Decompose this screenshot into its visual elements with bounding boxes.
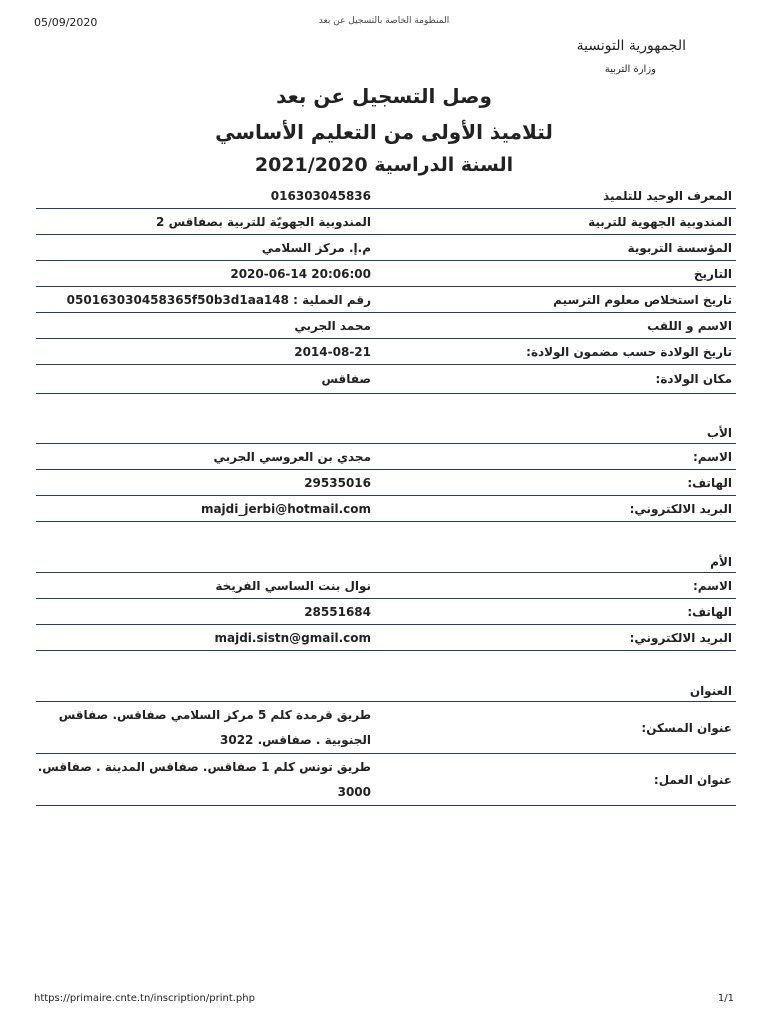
mother-heading: الأم [36, 522, 736, 573]
table-row [36, 625, 736, 651]
date-label: التاريخ [693, 266, 732, 281]
table-row [36, 183, 736, 209]
table-row [36, 365, 736, 394]
table-row [36, 339, 736, 365]
birth-place-value: صفاقس [321, 372, 371, 386]
table-row [36, 573, 736, 599]
ministry-heading: وزارة التربية [604, 64, 656, 75]
regional-office-label: المندوبية الجهوية للتربية [588, 214, 732, 229]
father-name-label: الاسم: [692, 449, 732, 464]
father-email-label: البريد الالكتروني: [629, 501, 732, 516]
work-address-value: طريق تونس كلم 1 صفاقس. صفاقس المدينة . صفاقس. 3000 [37, 759, 371, 799]
date-value: 20:06:00 2020-06-14 [230, 266, 371, 281]
address-heading: العنوان [36, 651, 736, 702]
table-row [36, 444, 736, 470]
father-email-value: majdi_jerbi@hotmail.com [200, 501, 371, 516]
school-label: المؤسسة التربوية [627, 240, 732, 255]
school-value: م.إ. مركز السلامي [261, 240, 371, 255]
page-number: 1/1 [717, 993, 734, 1004]
mother-email-label: البريد الالكتروني: [629, 630, 732, 645]
student-id-label: المعرف الوحيد للتلميذ [603, 188, 732, 203]
mother-phone-value: 28551684 [304, 604, 371, 619]
father-name-value: مجدي بن العروسي الجربي [213, 449, 371, 464]
home-address-value: طريق قرمدة كلم 5 مركز السلامي صفاقس. صفاقس الجنوبية . صفاقس. 3022 [58, 707, 371, 747]
birth-date-label: تاريخ الولادة حسب مضمون الولادة: [526, 344, 732, 359]
transaction-number-value: رقم العملية : 050163030458365f50b3d1aa148 [66, 292, 371, 307]
table-row [36, 313, 736, 339]
receipt-title: وصل التسجيل عن بعد [276, 84, 492, 108]
fee-date-label: تاريخ استخلاص معلوم الترسيم [553, 292, 732, 307]
table-row [36, 235, 736, 261]
work-address-label: عنوان العمل: [653, 772, 732, 787]
browser-page-title: المنظومة الخاصة بالتسجيل عن بعد [318, 16, 450, 26]
birth-place-label: مكان الولادة: [655, 372, 732, 386]
mother-email-value: majdi.sistn@gmail.com [214, 630, 371, 645]
table-row [36, 702, 736, 754]
mother-name-value: نوال بنت الساسي الفريخة [215, 578, 371, 593]
father-phone-value: 29535016 [304, 475, 371, 490]
mother-phone-label: الهاتف: [687, 604, 732, 619]
table-row [36, 261, 736, 287]
student-info-table [36, 183, 736, 806]
table-row [36, 599, 736, 625]
table-row [36, 496, 736, 522]
regional-office-value: المندوبية الجهويّة للتربية بصفاقس 2 [156, 214, 371, 229]
print-date: 05/09/2020 [34, 16, 98, 29]
birth-date-value: 2014-08-21 [294, 344, 371, 359]
full-name-value: محمد الجربي [294, 318, 371, 333]
table-row [36, 287, 736, 313]
full-name-label: الاسم و اللقب [647, 318, 732, 333]
father-heading: الأب [36, 394, 736, 444]
father-phone-label: الهاتف: [687, 475, 732, 490]
home-address-label: عنوان المسكن: [641, 720, 732, 735]
table-row [36, 470, 736, 496]
table-row [36, 754, 736, 806]
mother-name-label: الاسم: [692, 578, 732, 593]
page-url: https://primaire.cnte.tn/inscription/print.php [34, 993, 255, 1004]
receipt-subtitle: لتلاميذ الأولى من التعليم الأساسي [215, 120, 553, 144]
student-id-value: 016303045836 [270, 188, 371, 203]
republic-heading: الجمهورية التونسية [576, 38, 686, 54]
school-year: السنة الدراسية 2021/2020 [254, 154, 514, 176]
table-row [36, 209, 736, 235]
